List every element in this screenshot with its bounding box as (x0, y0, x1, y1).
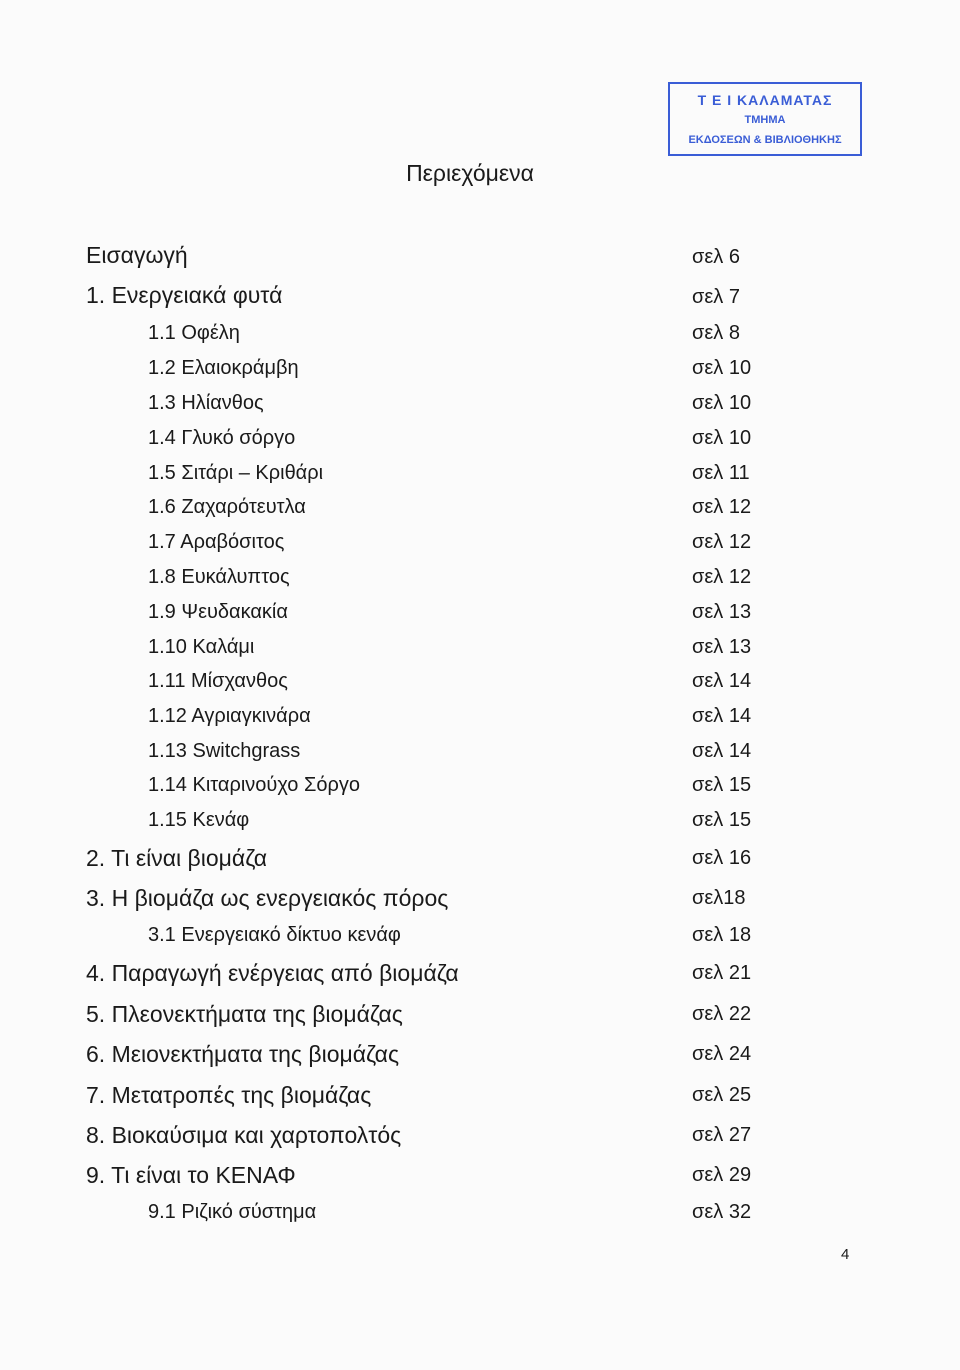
toc-entry (0, 774, 960, 806)
toc-entry-label: 2. Τι είναι βιομάζα (86, 845, 268, 871)
toc-entry-page: σελ 25 (692, 1084, 752, 1106)
toc-entry-label: 3.1 Ενεργειακό δίκτυο κενάφ (148, 924, 401, 946)
toc-entry (0, 392, 960, 424)
toc-entry-label: 1.4 Γλυκό σόργο (148, 427, 296, 449)
toc-entry-page: σελ 10 (692, 427, 752, 449)
library-stamp (668, 82, 862, 156)
toc-entry (0, 242, 960, 274)
toc-entry (0, 1082, 960, 1114)
toc-entry-label: 1.11 Μίσχανθος (148, 670, 288, 692)
toc-entry-label: 1. Ενεργειακά φυτά (86, 282, 283, 308)
toc-entry-page: σελ 10 (692, 357, 752, 379)
toc-entry-page: σελ 24 (692, 1043, 752, 1065)
toc-entry-page: σελ 18 (692, 924, 752, 946)
toc-entry (0, 845, 960, 877)
toc-entry-page: σελ 22 (692, 1003, 752, 1025)
toc-entry (0, 322, 960, 354)
toc-entry-label: 1.14 Κιταρινούχο Σόργο (148, 774, 360, 796)
toc-entry (0, 1041, 960, 1073)
page-number: 4 (841, 1246, 850, 1263)
toc-entry-page: σελ 14 (692, 705, 752, 727)
toc-entry-label: 1.9 Ψευδακακία (148, 601, 288, 623)
toc-entry (0, 282, 960, 314)
toc-entry (0, 496, 960, 528)
toc-entry (0, 566, 960, 598)
toc-entry-label: 5. Πλεονεκτήματα της βιομάζας (86, 1001, 403, 1027)
toc-entry-page: σελ 32 (692, 1201, 752, 1223)
toc-entry-label: 8. Βιοκαύσιμα και χαρτοπολτός (86, 1122, 402, 1148)
stamp-line-3: ΕΚΔΟΣΕΩΝ & ΒΙΒΛΙΟΘΗΚΗΣ (688, 134, 842, 146)
toc-entry-page: σελ 21 (692, 962, 752, 984)
toc-entry (0, 740, 960, 772)
toc-entry-label: 1.6 Ζαχαρότευτλα (148, 496, 306, 518)
toc-entry (0, 960, 960, 992)
toc-entry-page: σελ 12 (692, 531, 752, 553)
toc-entry (0, 1001, 960, 1033)
toc-entry-label: 1.5 Σιτάρι – Κριθάρι (148, 462, 324, 484)
toc-entry-label: 7. Μετατροπές της βιομάζας (86, 1082, 372, 1108)
toc-entry-page: σελ 16 (692, 847, 752, 869)
toc-entry (0, 1201, 960, 1233)
toc-entry-label: 1.15 Κενάφ (148, 809, 250, 831)
toc-entry (0, 357, 960, 389)
toc-entry-page: σελ 8 (692, 322, 740, 344)
toc-entry-page: σελ18 (692, 887, 746, 909)
toc-title: Περιεχόμενα (406, 160, 534, 186)
stamp-line-1: Τ Ε Ι ΚΑΛΑΜΑΤΑΣ (697, 92, 833, 108)
toc-entry-page: σελ 12 (692, 496, 752, 518)
toc-entry-page: σελ 10 (692, 392, 752, 414)
toc-entry-page: σελ 11 (692, 462, 750, 484)
toc-entry-label: 1.3 Ηλίανθος (148, 392, 264, 414)
toc-entry-page: σελ 14 (692, 740, 752, 762)
toc-entry (0, 427, 960, 459)
toc-entry-label: 6. Μειονεκτήματα της βιομάζας (86, 1041, 400, 1067)
toc-entry-label: 3. Η βιομάζα ως ενεργειακός πόρος (86, 885, 449, 911)
toc-entry-label: 1.7 Αραβόσιτος (148, 531, 285, 553)
toc-entry-label: 9. Τι είναι το ΚΕΝΑΦ (86, 1162, 296, 1188)
stamp-line-2: ΤΜΗΜΑ (744, 114, 786, 126)
toc-entry-page: σελ 7 (692, 286, 740, 308)
toc-entry (0, 705, 960, 737)
toc-entry (0, 1162, 960, 1194)
toc-entry-page: σελ 29 (692, 1164, 752, 1186)
toc-entry-page: σελ 27 (692, 1124, 752, 1146)
toc-entry-page: σελ 13 (692, 636, 752, 658)
toc-entry-label: 1.2 Ελαιοκράμβη (148, 357, 299, 379)
toc-entry-label: 1.8 Ευκάλυπτος (148, 566, 290, 588)
toc-entry (0, 462, 960, 494)
toc-entry-page: σελ 13 (692, 601, 752, 623)
toc-entry-label: 4. Παραγωγή ενέργειας από βιομάζα (86, 960, 459, 986)
toc-entry-label: 9.1 Ριζικό σύστημα (148, 1201, 317, 1223)
toc-entry-page: σελ 14 (692, 670, 752, 692)
toc-entry-label: 1.13 Switchgrass (148, 740, 301, 762)
toc-entry-label: 1.10 Καλάμι (148, 636, 255, 658)
toc-entry (0, 885, 960, 917)
toc-entry (0, 1122, 960, 1154)
toc-entry (0, 636, 960, 668)
toc-entry (0, 601, 960, 633)
toc-entry-page: σελ 6 (692, 246, 740, 268)
toc-entry-page: σελ 12 (692, 566, 752, 588)
toc-entry-label: 1.1 Οφέλη (148, 322, 240, 344)
toc-entry (0, 531, 960, 563)
toc-entry (0, 670, 960, 702)
toc-entry (0, 924, 960, 956)
toc-entry-label: Εισαγωγή (86, 242, 188, 268)
toc-entry-page: σελ 15 (692, 774, 752, 796)
toc-entry-label: 1.12 Αγριαγκινάρα (148, 705, 311, 727)
toc-entry (0, 809, 960, 841)
toc-entry-page: σελ 15 (692, 809, 752, 831)
